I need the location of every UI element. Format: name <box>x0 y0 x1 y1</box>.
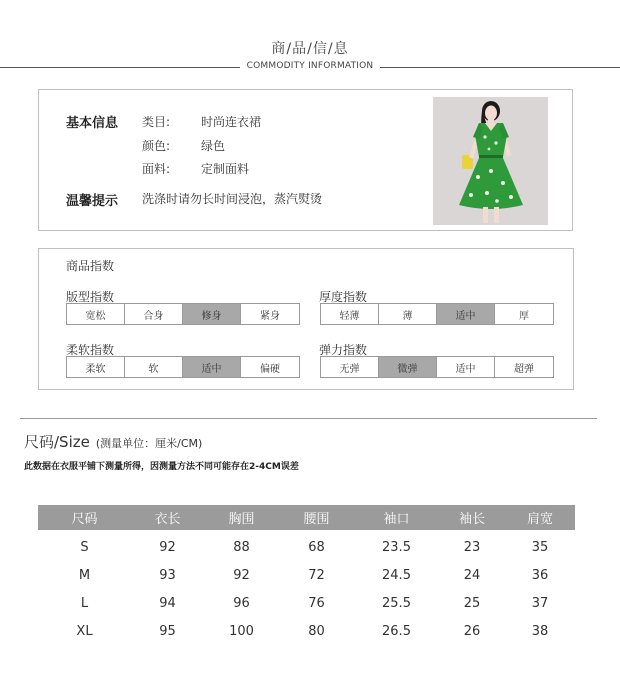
elasticity-index-scale <box>320 356 554 378</box>
tip-text: 洗涤时请勿长时间浸泡，蒸汽熨烫 <box>142 192 323 206</box>
measurement-note: 此数据在衣服平铺下测量所得，因测量方法不同可能存在2-4CM误差 <box>24 462 299 472</box>
header-cell: 腰围 <box>303 512 330 527</box>
category-value: 时尚连衣裙 <box>201 115 262 129</box>
thickness-option: 厚 <box>519 310 529 322</box>
table-cell: 76 <box>308 595 325 611</box>
table-cell: 93 <box>159 567 176 583</box>
thickness-option-selected: 适中 <box>437 304 495 324</box>
table-cell: 92 <box>233 567 250 583</box>
fit-index-label: 版型指数 <box>66 290 115 304</box>
table-cell: 96 <box>233 595 250 611</box>
table-cell: 92 <box>159 539 176 555</box>
table-cell: 38 <box>531 623 549 639</box>
thickness-index-scale <box>320 303 554 325</box>
section-subtitle: COMMODITY INFORMATION <box>246 61 374 71</box>
table-cell: 94 <box>159 595 176 611</box>
header-cell: 尺码 <box>71 512 98 527</box>
section-title: 商/品/信/息 <box>271 41 349 57</box>
header-cell: 衣长 <box>154 512 181 527</box>
softness-index-scale <box>66 356 300 378</box>
thickness-option: 薄 <box>379 304 437 324</box>
fabric-value: 定制面料 <box>201 162 250 176</box>
table-cell: 25 <box>463 595 481 611</box>
elasticity-index-label: 弹力指数 <box>319 343 368 357</box>
header-cell: 袖长 <box>458 512 485 527</box>
softness-option-selected: 适中 <box>183 357 241 377</box>
table-header-row <box>38 505 575 530</box>
softness-index-label: 柔软指数 <box>66 343 115 357</box>
fit-option-selected: 修身 <box>183 304 241 324</box>
size-table <box>38 505 575 645</box>
elasticity-option-selected: 微弹 <box>379 357 437 377</box>
dress-model-illustration <box>433 97 548 225</box>
table-row <box>38 533 575 561</box>
softness-option: 软 <box>125 357 183 377</box>
color-value: 绿色 <box>201 139 226 153</box>
table-cell: 24 <box>463 567 481 583</box>
table-cell: 26.5 <box>382 623 411 639</box>
table-row <box>38 561 575 589</box>
table-cell: 37 <box>531 595 549 611</box>
softness-option: 柔软 <box>67 357 125 377</box>
fit-option: 紧身 <box>260 310 280 322</box>
table-cell: L <box>80 595 89 611</box>
table-cell: 35 <box>531 539 549 555</box>
thickness-option: 轻薄 <box>321 304 379 324</box>
elasticity-option: 超弹 <box>514 363 534 375</box>
table-row <box>38 589 575 617</box>
table-row <box>38 617 575 645</box>
header-rule-right <box>380 67 620 68</box>
table-cell: 26 <box>463 623 481 639</box>
thickness-index-label: 厚度指数 <box>319 290 368 304</box>
size-unit-note: (测量单位：厘米/CM) <box>95 437 203 450</box>
section-divider <box>20 418 597 419</box>
table-cell: 68 <box>308 539 325 555</box>
table-cell: 23.5 <box>382 539 411 555</box>
fit-option: 合身 <box>125 304 183 324</box>
table-cell: 100 <box>229 623 254 639</box>
header-cell: 袖口 <box>383 512 410 527</box>
table-cell: 25.5 <box>382 595 411 611</box>
table-cell: 23 <box>463 539 481 555</box>
fit-index-scale <box>66 303 300 325</box>
header-cell: 肩宽 <box>526 512 553 527</box>
tip-label: 温馨提示 <box>66 194 119 209</box>
size-heading <box>24 431 202 452</box>
basic-info-label: 基本信息 <box>66 116 119 131</box>
table-cell: 88 <box>233 539 250 555</box>
header-cell: 胸围 <box>228 512 255 527</box>
table-cell: 24.5 <box>382 567 411 583</box>
product-index-panel <box>38 248 574 390</box>
category-key: 类目: <box>142 115 171 129</box>
fit-option: 宽松 <box>67 304 125 324</box>
size-title: 尺码/Size <box>24 433 90 451</box>
table-cell: 36 <box>531 567 549 583</box>
table-cell: M <box>78 567 91 583</box>
table-cell: 80 <box>308 623 325 639</box>
header-rule-left <box>0 67 240 68</box>
color-key: 颜色: <box>142 139 171 153</box>
table-cell: 95 <box>159 623 176 639</box>
fabric-key: 面料: <box>142 162 171 176</box>
softness-option: 偏硬 <box>260 363 280 375</box>
elasticity-option: 适中 <box>437 357 495 377</box>
elasticity-option: 无弹 <box>321 357 379 377</box>
product-index-title: 商品指数 <box>66 259 115 273</box>
table-cell: XL <box>76 623 93 639</box>
basic-info-panel <box>38 89 573 231</box>
product-photo <box>433 97 548 225</box>
table-cell: 72 <box>308 567 325 583</box>
table-cell: S <box>80 539 89 555</box>
